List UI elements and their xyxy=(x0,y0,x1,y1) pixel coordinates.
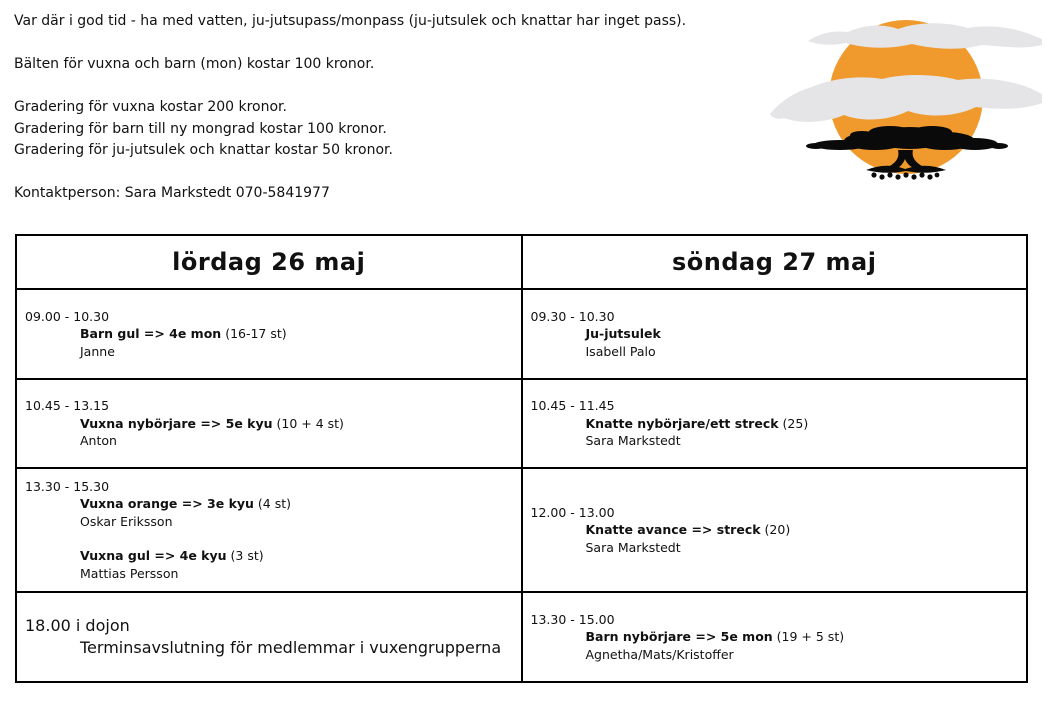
session-instructor: Anton xyxy=(80,433,117,449)
day-header-saturday: lördag 26 maj xyxy=(16,235,522,289)
intro-line: Gradering för ju-jutsulek och knattar kostar 50 kronor. xyxy=(14,142,393,158)
session-instructor: Sara Markstedt xyxy=(585,539,681,555)
session-instructor: Isabell Palo xyxy=(585,343,656,359)
session-time: 10.45 - 13.15 xyxy=(25,398,110,414)
session-instructor: Agnetha/Mats/Kristoffer xyxy=(585,646,734,662)
session-name xyxy=(80,547,513,565)
session-name xyxy=(586,415,1019,433)
session-title: Knatte avance => streck xyxy=(585,522,761,538)
session-title: Vuxna gul => 4e kyu xyxy=(80,548,227,564)
session-name xyxy=(586,628,1019,646)
schedule-table xyxy=(15,234,1028,683)
intro-text xyxy=(14,11,774,226)
session-block xyxy=(586,628,1019,663)
session-title: Vuxna nybörjare => 5e kyu xyxy=(80,415,273,431)
intro-paragraph xyxy=(14,54,774,76)
intro-line: Bälten för vuxna och barn (mon) kostar 100 kronor. xyxy=(14,56,375,72)
session-time: 12.00 - 13.00 xyxy=(530,504,615,520)
session-time: 09.00 - 10.30 xyxy=(25,308,110,324)
event-note: Terminsavslutning för medlemmar i vuxengrupperna xyxy=(80,638,502,657)
session-block xyxy=(80,325,513,360)
session-time: 18.00 i dojon xyxy=(25,616,130,635)
session-count: (10 + 4 st) xyxy=(276,415,344,431)
session-instructor: Mattias Persson xyxy=(80,565,179,581)
intro-paragraph xyxy=(14,97,774,162)
session-name xyxy=(586,521,1019,539)
schedule-cell xyxy=(16,468,522,592)
session-time: 10.45 - 11.45 xyxy=(530,398,615,414)
club-logo xyxy=(770,4,1042,186)
schedule-cell xyxy=(522,592,1028,682)
session-title: Barn nybörjare => 5e mon xyxy=(585,629,773,645)
session-time: 13.30 - 15.30 xyxy=(25,478,110,494)
session-name xyxy=(80,325,513,343)
intro-paragraph xyxy=(14,11,774,33)
session-block xyxy=(80,495,513,530)
session-count: (4 st) xyxy=(257,496,292,512)
schedule-row xyxy=(16,592,1027,682)
session-time: 09.30 - 10.30 xyxy=(530,308,615,324)
schedule-row xyxy=(16,289,1027,379)
session-count: (3 st) xyxy=(230,548,264,564)
session-instructor: Oskar Eriksson xyxy=(80,513,173,529)
session-name xyxy=(80,415,513,433)
schedule-header-row xyxy=(16,235,1027,289)
schedule-cell xyxy=(522,468,1028,592)
session-title: Knatte nybörjare/ett streck xyxy=(585,415,779,431)
session-block xyxy=(80,547,513,582)
intro-line: Var där i god tid - ha med vatten, ju-jutsupass/monpass (ju-jutsulek och knattar har inget pass). xyxy=(14,13,687,29)
session-count: (16-17 st) xyxy=(225,326,287,342)
schedule-cell xyxy=(522,379,1028,468)
intro-line: Gradering för vuxna kostar 200 kronor. xyxy=(14,99,287,115)
schedule-row xyxy=(16,468,1027,592)
session-title: Ju-jutsulek xyxy=(585,326,661,342)
session-count: (19 + 5 st) xyxy=(776,629,845,645)
session-name xyxy=(586,325,1019,343)
session-title: Vuxna orange => 3e kyu xyxy=(80,496,254,512)
session-count: (20) xyxy=(764,522,791,538)
intro-paragraph xyxy=(14,183,774,205)
session-block xyxy=(586,521,1019,556)
session-block xyxy=(586,415,1019,450)
session-block xyxy=(586,325,1019,360)
session-time: 13.30 - 15.00 xyxy=(530,611,615,627)
session-name xyxy=(80,495,513,513)
schedule-cell xyxy=(16,379,522,468)
intro-line: Gradering för barn till ny mongrad kostar 100 kronor. xyxy=(14,120,387,137)
session-title: Barn gul => 4e mon xyxy=(80,326,222,342)
session-instructor: Janne xyxy=(80,343,115,359)
schedule-cell xyxy=(16,592,522,682)
schedule-cell xyxy=(16,289,522,379)
sun-clouds-bonsai-icon xyxy=(770,4,1042,186)
day-header-sunday: söndag 27 maj xyxy=(522,235,1028,289)
schedule-cell xyxy=(522,289,1028,379)
intro-line: Kontaktperson: Sara Markstedt 070-5841977 xyxy=(14,185,330,201)
session-instructor: Sara Markstedt xyxy=(585,433,681,449)
cloud-icon xyxy=(808,23,1042,48)
session-block xyxy=(80,415,513,450)
schedule-row xyxy=(16,379,1027,468)
session-count: (25) xyxy=(782,415,809,431)
